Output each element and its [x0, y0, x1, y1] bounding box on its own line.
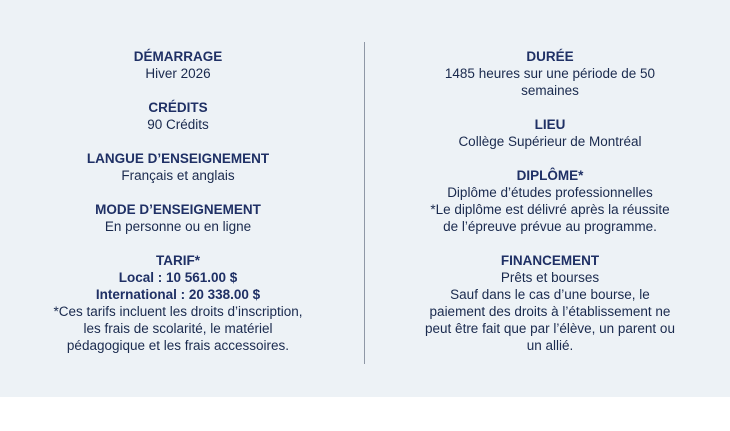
financing-heading: FINANCEMENT: [500, 253, 600, 268]
financing-section: [398, 252, 702, 354]
tuition-international: International : 20 338.00 $: [95, 287, 261, 302]
duration-line: semaines: [521, 83, 579, 98]
mode-heading: MODE D’ENSEIGNEMENT: [95, 202, 261, 217]
financing-subtitle: Prêts et bourses: [500, 270, 600, 285]
left-column: [22, 48, 334, 371]
language-heading: LANGUE D’ENSEIGNEMENT: [86, 151, 270, 166]
credits-heading: CRÉDITS: [148, 100, 208, 115]
start-heading: DÉMARRAGE: [133, 49, 223, 64]
diploma-line: de l’épreuve prévue au programme.: [443, 219, 657, 234]
credits-section: [22, 99, 334, 133]
diploma-line: Diplôme d’études professionnelles: [447, 185, 653, 200]
tuition-note-line: les frais de scolarité, le matériel: [83, 321, 273, 336]
financing-line: peut être fait que par l’élève, un parent ou: [425, 321, 675, 336]
tuition-note-line: *Ces tarifs incluent les droits d’inscription,: [53, 304, 303, 319]
tuition-heading: TARIF*: [156, 253, 200, 268]
financing-line: paiement des droits à l’établissement ne: [429, 304, 671, 319]
duration-heading: DURÉE: [526, 49, 574, 64]
language-value: Français et anglais: [121, 168, 235, 183]
diploma-line: *Le diplôme est délivré après la réussite: [430, 202, 670, 217]
tuition-note-line: pédagogique et les frais accessoires.: [66, 338, 290, 353]
credits-value: 90 Crédits: [147, 117, 209, 132]
financing-line: un allié.: [526, 338, 574, 353]
start-section: [22, 48, 334, 82]
duration-line: 1485 heures sur une période de 50: [444, 66, 656, 81]
diploma-section: [398, 167, 702, 235]
location-value: Collège Supérieur de Montréal: [458, 134, 642, 149]
duration-section: [398, 48, 702, 99]
location-section: [398, 116, 702, 150]
start-value: Hiver 2026: [145, 66, 211, 81]
tuition-local: Local : 10 561.00 $: [118, 270, 238, 285]
column-divider: [364, 42, 365, 364]
tuition-section: [22, 252, 334, 354]
mode-value: En personne ou en ligne: [104, 219, 252, 234]
diploma-heading: DIPLÔME*: [516, 168, 584, 183]
financing-line: Sauf dans le cas d’une bourse, le: [450, 287, 650, 302]
mode-section: [22, 201, 334, 235]
language-section: [22, 150, 334, 184]
location-heading: LIEU: [534, 117, 566, 132]
right-column: [398, 48, 702, 371]
